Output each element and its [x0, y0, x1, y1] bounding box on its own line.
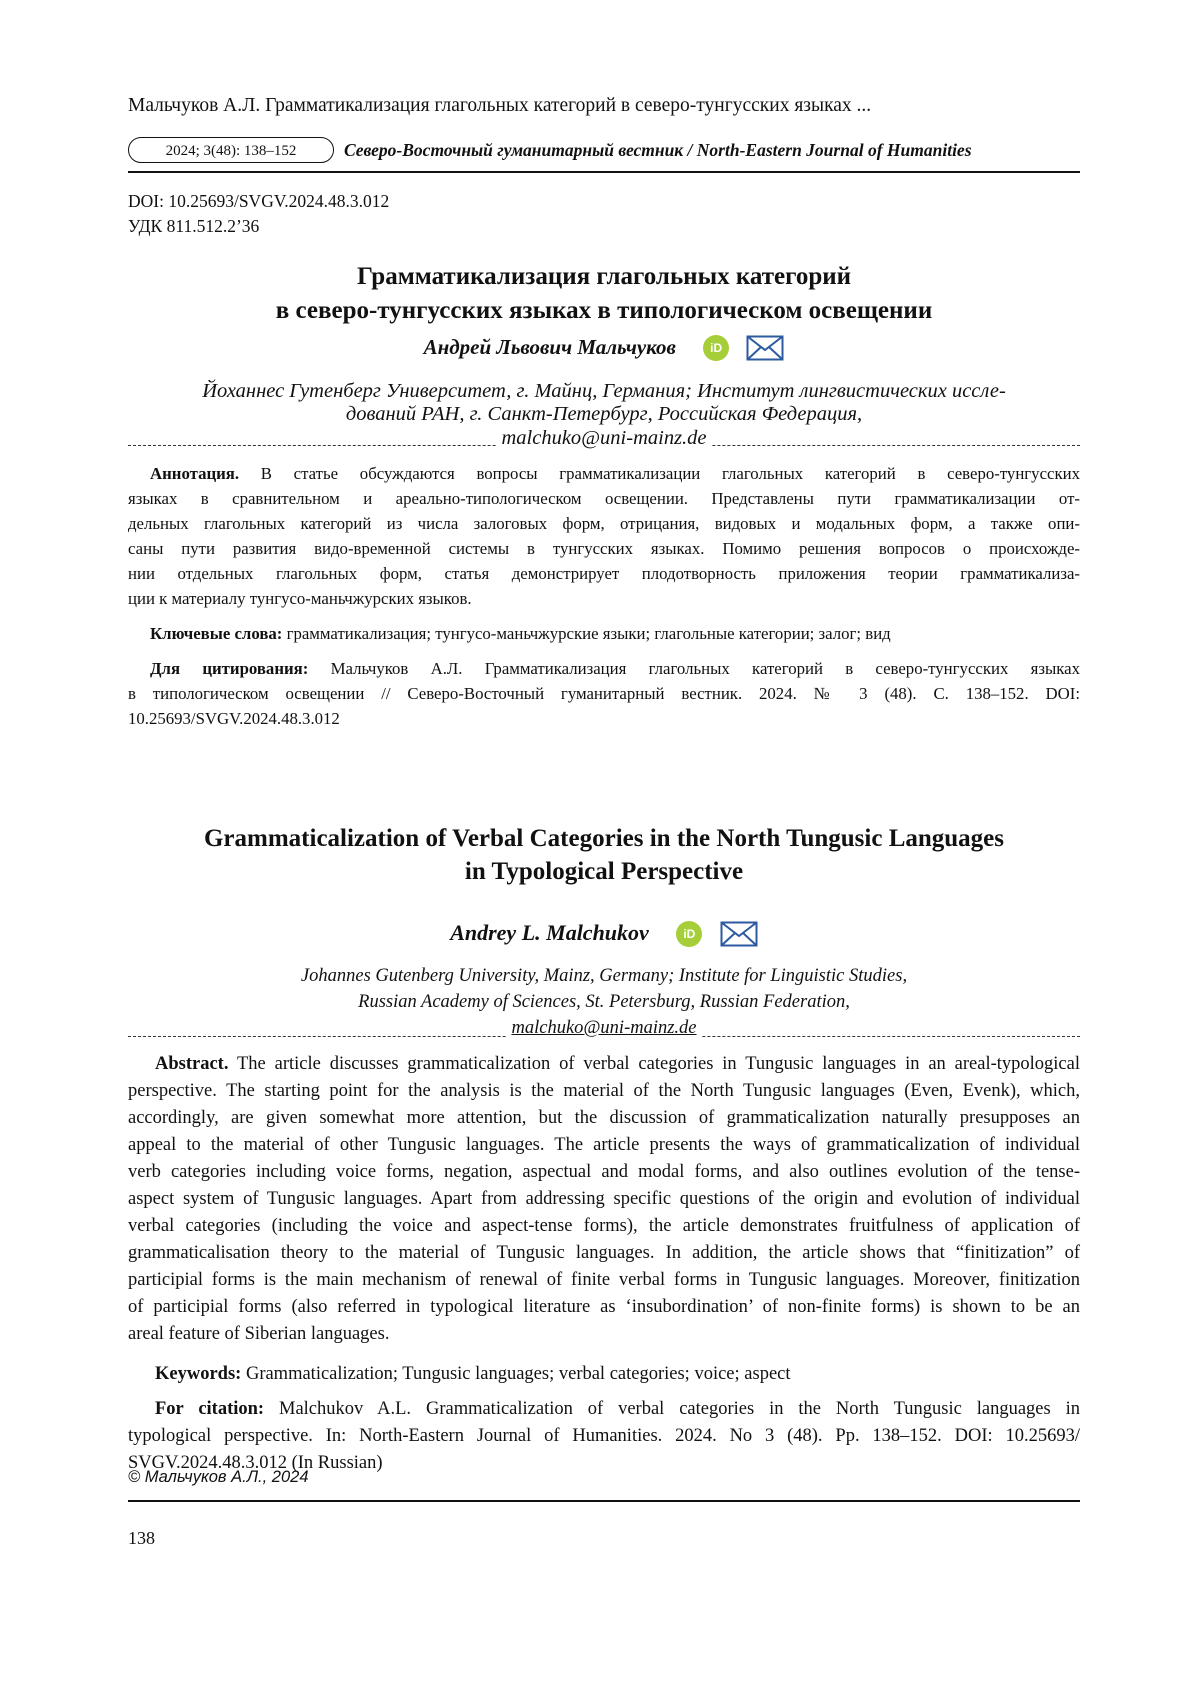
- doi[interactable]: DOI: 10.25693/SVGV.2024.48.3.012: [128, 191, 390, 211]
- title-russian: [128, 260, 1080, 328]
- page-number: 138: [128, 1528, 155, 1548]
- keywords-english: [128, 1361, 1080, 1388]
- abstract-russian-line-3: дельных глагольных категорий из числа залоговых форм, отрицания, видовых и модальных форм, а также опи-: [128, 514, 1080, 533]
- email-icon[interactable]: [746, 335, 784, 361]
- abstract-english-line-2: perspective. The starting point for the analysis is the material of the North Tungusic languages (Even, Evenk), which,: [128, 1081, 1080, 1101]
- author-english: [128, 918, 1080, 947]
- keywords-russian: [128, 621, 1080, 646]
- email-link-russian[interactable]: malchuko@uni-mainz.de: [497, 427, 710, 449]
- copyright: © Мальчуков А.Л., 2024: [128, 1468, 309, 1486]
- header-rule: [128, 171, 1080, 173]
- abstract-russian-line-2: языках в сравнительном и ареально-типологическом освещении. Представлены пути грамматикализации от-: [128, 489, 1080, 508]
- abstract-english-line-10: of participial forms (also referred in typological literature as ‘insubordination’ of non-finite forms) is shown to be an: [128, 1297, 1080, 1317]
- affiliation-english-line-2: Russian Academy of Sciences, St. Petersburg, Russian Federation,: [358, 992, 850, 1012]
- keywords-text-russian: грамматикализация; тунгусо-маньчжурские языки; глагольные категории; залог; вид: [286, 624, 891, 643]
- journal-title: Северо-Восточный гуманитарный вестник / North-Eastern Journal of Humanities: [344, 140, 972, 160]
- abstract-russian-line-4: саны пути развития видо-временной системы в тунгусских языках. Помимо решения вопросов о происхожде-: [128, 539, 1080, 558]
- footer-rule: [128, 1500, 1080, 1502]
- citation-label-russian: Для цитирования:: [150, 659, 309, 678]
- affiliation-english: [128, 963, 1080, 1015]
- affiliation-english-line-1: Johannes Gutenberg University, Mainz, Germany; Institute for Linguistic Studies,: [300, 966, 908, 986]
- abstract-russian-line-6: ции к материалу тунгусо-маньчжурских языков.: [128, 589, 472, 608]
- abstract-english-line-8: grammaticalisation theory to the material of Tungusic languages. In addition, the article shows that “finitization” of: [128, 1243, 1080, 1263]
- title-russian-line-1: Грамматикализация глагольных категорий: [356, 263, 852, 290]
- keywords-label-russian: Ключевые слова:: [150, 624, 283, 643]
- abstract-english-line-11: areal feature of Siberian languages.: [128, 1324, 390, 1344]
- author-name-russian: Андрей Львович Мальчуков: [423, 334, 676, 359]
- title-english-line-1: Grammaticalization of Verbal Categories in the North Tungusic Languages: [203, 825, 1004, 852]
- email-link-english[interactable]: malchuko@uni-mainz.de: [507, 1018, 700, 1038]
- citation-english-line-3: SVGV.2024.48.3.012 (In Russian): [128, 1453, 383, 1473]
- orcid-icon[interactable]: iD: [676, 921, 702, 947]
- abstract-russian-line-1: В статье обсуждаются вопросы грамматикализации глагольных категорий в северо-тунгусских: [260, 464, 1080, 483]
- citation-russian-line-3: 10.25693/SVGV.2024.48.3.012: [128, 709, 340, 728]
- keywords-label-english: Keywords:: [155, 1364, 242, 1384]
- citation-english: [128, 1396, 1080, 1477]
- citation-russian-line-1: Мальчуков А.Л. Грамматикализация глагольных категорий в северо-тунгусских языках: [330, 659, 1080, 678]
- citation-russian: [128, 656, 1080, 731]
- abstract-english-line-5: verb categories including voice forms, negation, aspectual and modal forms, and also outlines evolution of the tense-: [128, 1162, 1080, 1182]
- affiliation-russian-line-2: дований РАН, г. Санкт-Петербург, Российская Федерация,: [345, 403, 863, 425]
- citation-russian-line-2: в типологическом освещении // Северо-Восточный гуманитарный вестник. 2024. № 3 (48). С. 138–152. DOI:: [128, 684, 1080, 703]
- abstract-label-english: Abstract.: [155, 1054, 229, 1074]
- abstract-russian: [128, 461, 1080, 611]
- abstract-english-line-9: participial forms is the main mechanism of renewal of finite verbal forms in Tungusic languages. Moreover, finitization: [128, 1270, 1080, 1290]
- abstract-english-line-4: appeal to the material of other Tungusic languages. The article presents the ways of grammaticalization of individual: [128, 1135, 1080, 1155]
- citation-english-line-1: Malchukov A.L. Grammaticalization of verbal categories in the North Tungusic languages in: [279, 1399, 1080, 1419]
- running-head: Мальчуков А.Л. Грамматикализация глагольных категорий в северо-тунгусских языках ...: [128, 95, 872, 116]
- journal-line: [128, 135, 1080, 169]
- abstract-english-line-3: accordingly, are given somewhat more attention, but the discussion of grammaticalization naturally presupposes an: [128, 1108, 1080, 1128]
- abstract-english-line-7: verbal categories (including the voice and aspect-tense forms), the article demonstrates fruitfulness of application of: [128, 1216, 1080, 1236]
- abstract-english: [128, 1051, 1080, 1348]
- affiliation-russian-line-1: Йоханнес Гутенберг Университет, г. Майнц, Германия; Институт лингвистических иссле-: [202, 380, 1006, 402]
- author-russian: [128, 333, 1080, 361]
- title-english: [128, 822, 1080, 888]
- citation-label-english: For citation:: [155, 1399, 265, 1419]
- keywords-text-english: Grammaticalization; Tungusic languages; verbal categories; voice; aspect: [245, 1364, 791, 1384]
- abstract-label-russian: Аннотация.: [150, 464, 240, 483]
- abstract-russian-line-5: нии отдельных глагольных форм, статья демонстрирует плодотворность приложения теории грамматикализа-: [128, 564, 1080, 583]
- citation-english-line-2: typological perspective. In: North-Eastern Journal of Humanities. 2024. No 3 (48). Pp. 138–152. DOI: 10.25693/: [128, 1426, 1080, 1446]
- email-icon[interactable]: [720, 921, 758, 947]
- udk: УДК 811.512.2’36: [128, 216, 260, 236]
- title-russian-line-2: в северо-тунгусских языках в типологическом освещении: [275, 297, 933, 324]
- affiliation-russian: [128, 380, 1080, 426]
- title-english-line-2: in Typological Perspective: [464, 858, 744, 885]
- abstract-english-line-1: The article discusses grammaticalization of verbal categories in Tungusic languages in an areal-typological: [237, 1054, 1080, 1074]
- abstract-english-line-6: aspect system of Tungusic languages. Apart from addressing specific questions of the origin and evolution of individual: [128, 1189, 1080, 1209]
- orcid-icon[interactable]: iD: [703, 335, 729, 361]
- issue-badge: 2024; 3(48): 138–152: [128, 137, 334, 163]
- author-name-english: Andrey L. Malchukov: [450, 919, 649, 945]
